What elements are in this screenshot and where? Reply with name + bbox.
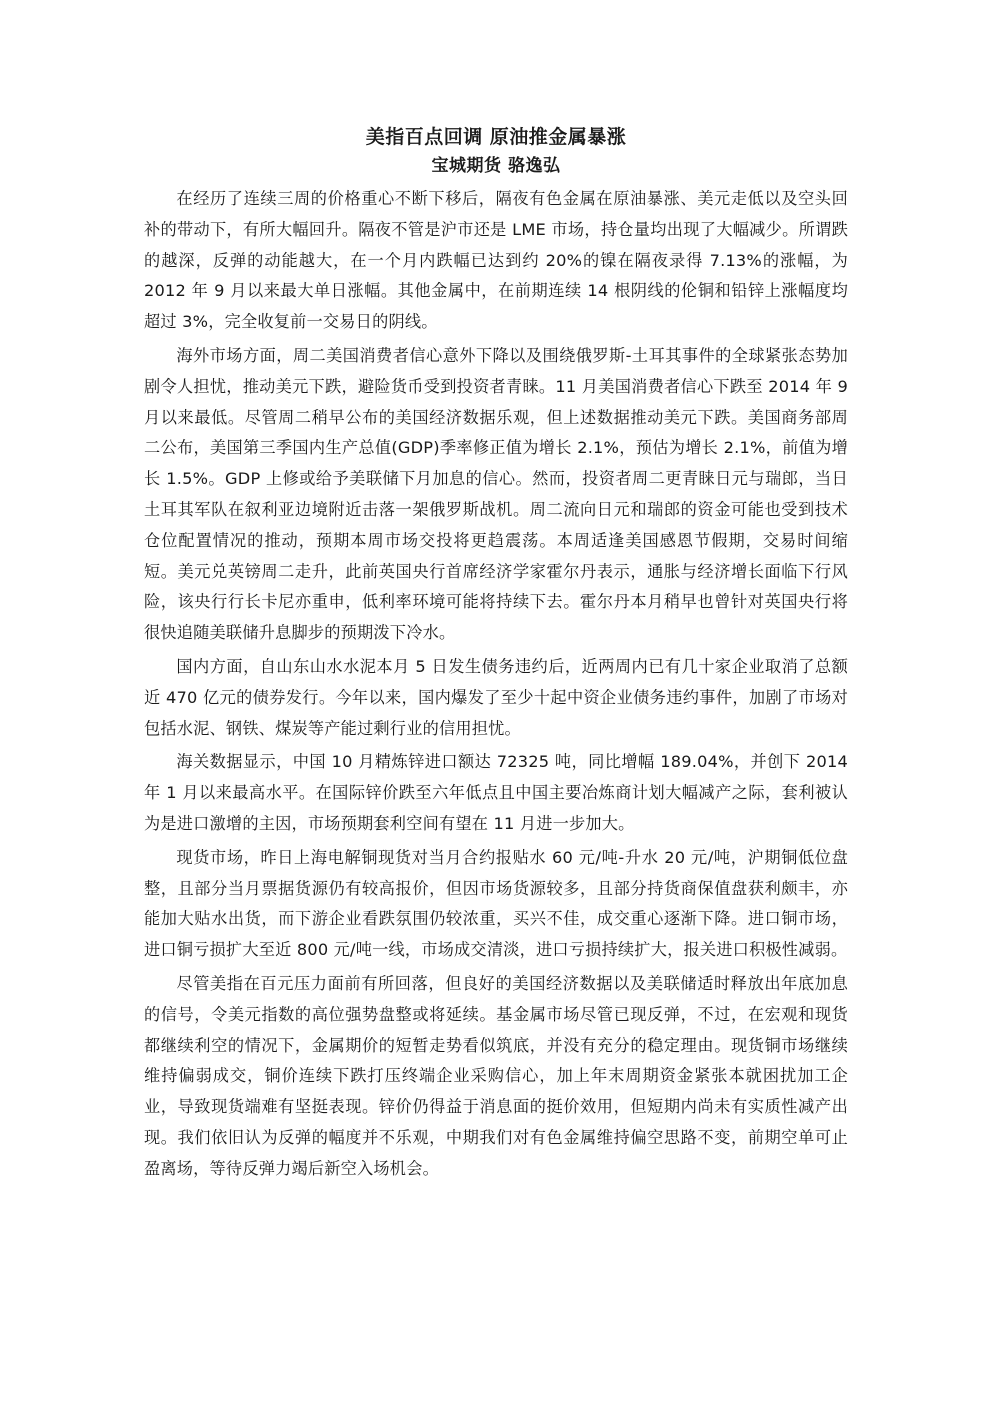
paragraph: 海关数据显示，中国 10 月精炼锌进口额达 72325 吨，同比增幅 189.04%，并创下 2014 年 1 月以来最高水平。在国际锌价跌至六年低点且中国主要冶炼商计划大幅减产之际，套利被认为是进口激增的主因，市场预期套利空间有望在 11 月进一步加大。 (144, 752, 848, 833)
paragraph: 国内方面，自山东山水水泥本月 5 日发生债务违约后，近两周内已有几十家企业取消了总额近 470 亿元的债券发行。今年以来，国内爆发了至少十起中资企业债务违约事件，加剧了市场对包括水泥、钢铁、煤炭等产能过剩行业的信用担忧。 (144, 656, 848, 738)
paragraph: 现货市场，昨日上海电解铜现货对当月合约报贴水 60 元/吨-升水 20 元/吨，沪期铜低位盘整，且部分当月票据货源仍有较高报价，但因市场货源较多，且部分持货商保值盘获利颇丰，亦能加大贴水出货，而下游企业看跌氛围仍较浓重，买兴不佳，成交重心逐渐下降。进口铜市场，进口铜亏损扩大至近 800 元/吨一线，市场成交清淡，进口亏损持续扩大，报关进口积极性减弱。 (144, 847, 848, 960)
paragraph: 海外市场方面，周二美国消费者信心意外下降以及围绕俄罗斯-土耳其事件的全球紧张态势加剧令人担忧，推动美元下跌，避险货币受到投资者青睐。11 月美国消费者信心下跌至 2014 年 9 月以来最低。尽管周二稍早公布的美国经济数据乐观，但上述数据推动美元下跌。美国商务部周二公布，美国第三季国内生产总值(GDP)季率修正值为增长 2.1%，预估为增长 2.1%，前值为增长 1.5%。GDP 上修或给予美联储下月加息的信心。然而，投资者周二更青睐日元与瑞郎，当日土耳其军队在叙利亚边境附近击落一架俄罗斯战机。周二流向日元和瑞郎的资金可能也受到技术仓位配置情况的推动，预期本周市场交投将更趋震荡。本周适逢美国感恩节假期，交易时间缩短。美元兑英镑周二走升，此前英国央行首席经济学家霍尔丹表示，通胀与经济增长面临下行风险，该央行行长卡尼亦重申，低利率环境可能将持续下去。霍尔丹本月稍早也曾针对英国央行将很快追随美联储升息脚步的预期泼下冷水。 (144, 345, 848, 643)
document-page (144, 122, 848, 1188)
paragraph: 在经历了连续三周的价格重心不断下移后，隔夜有色金属在原油暴涨、美元走低以及空头回补的带动下，有所大幅回升。隔夜不管是沪市还是 LME 市场，持仓量均出现了大幅减少。所谓跌的越深，反弹的动能越大，在一个月内跌幅已达到约 20%的镍在隔夜录得 7.13%的涨幅，为 2012 年 9 月以来最大单日涨幅。其他金属中，在前期连续 14 根阴线的伦铜和铅锌上涨幅度均超过 3%，完全收复前一交易日的阴线。 (144, 189, 848, 332)
document-title: 美指百点回调 原油推金属暴涨 (365, 126, 627, 148)
paragraph: 尽管美指在百元压力面前有所回落，但良好的美国经济数据以及美联储适时释放出年底加息的信号，令美元指数的高位强势盘整或将延续。基金属市场尽管已现反弹，不过，在宏观和现货都继续利空的情况下，金属期价的短暂走势看似筑底，并没有充分的稳定理由。现货铜市场继续维持偏弱成交，铜价连续下跌打压终端企业采购信心，加上年末周期资金紧张本就困扰加工企业，导致现货端难有坚挺表现。锌价仍得益于消息面的挺价效用，但短期内尚未有实质性减产出现。我们依旧认为反弹的幅度并不乐观，中期我们对有色金属维持偏空思路不变，前期空单可止盈离场，等待反弹力竭后新空入场机会。 (144, 973, 848, 1178)
document-author: 宝城期货 骆逸弘 (431, 156, 561, 176)
